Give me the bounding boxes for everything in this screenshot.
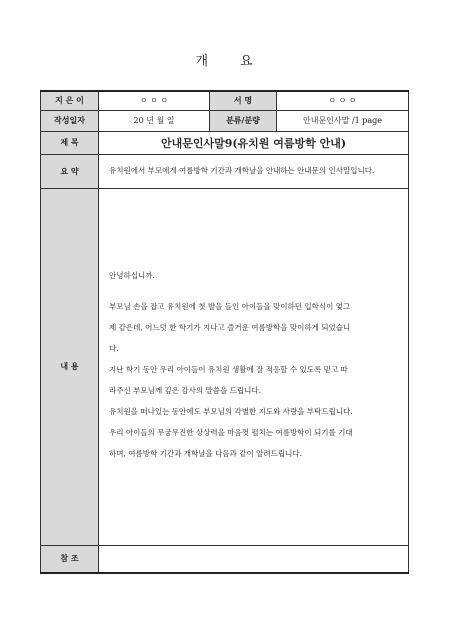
subject-label: 제 목 — [41, 131, 99, 154]
title-char-left: 개 — [195, 54, 210, 69]
reference-label: 참 조 — [41, 545, 99, 573]
row-content — [41, 188, 409, 545]
content-greeting: 안녕하십니까. — [109, 270, 155, 280]
content-line: 유치원을 떠나있는 동안에도 부모님의 각별한 지도와 사랑을 부탁드립니다. — [109, 406, 353, 416]
date-label: 작성일자 — [41, 110, 99, 131]
subject-value: 안내문인사말9(유치원 여름방학 안내) — [99, 131, 409, 154]
row-author — [41, 91, 409, 110]
row-subject — [41, 131, 409, 154]
row-reference — [41, 545, 409, 573]
content-body — [99, 188, 409, 545]
summary-value: 유치원에서 부모에게 여름방학 기간과 개학날을 안내하는 안내문의 인사말입니다. — [99, 154, 409, 188]
author-value: ㅇ ㅇ ㅇ — [99, 91, 210, 110]
content-line: 하며, 여름방학 기간과 개학날을 다음과 같이 알려드립니다. — [109, 448, 302, 458]
content-line: 부모님 손을 잡고 유치원에 첫 발을 들인 아이들을 맞이하던 입학식이 엊그 — [109, 301, 351, 311]
content-line: 지난 학기 동안 우리 아이들이 유치원 생활에 잘 적응할 수 있도록 믿고 따 — [109, 364, 348, 374]
content-line: 제 같은데, 어느덧 한 학기가 지나고 즐거운 여름방학을 맞이하게 되었습니 — [109, 322, 351, 332]
reference-value — [99, 545, 409, 573]
summary-label: 요 약 — [41, 154, 99, 188]
row-date — [41, 110, 409, 131]
content-line: 라주신 부모님께 깊은 감사의 말씀을 드립니다. — [109, 385, 261, 395]
overview-form — [40, 90, 409, 574]
category-label: 분류/분량 — [210, 110, 277, 131]
title-char-right: 요 — [240, 54, 255, 69]
category-value: 안내문인사말 /1 page — [277, 110, 409, 131]
signature-label: 서 명 — [210, 91, 277, 110]
row-summary — [41, 154, 409, 188]
document-title — [0, 50, 450, 69]
signature-value: ㅇ ㅇ ㅇ — [277, 91, 409, 110]
content-label: 내 용 — [41, 188, 99, 545]
content-line: 우리 아이들의 무궁무진한 상상력을 마음껏 펼치는 여름방학이 되기를 기대 — [109, 427, 353, 437]
content-line: 다. — [109, 343, 119, 353]
author-label: 지 은 이 — [41, 91, 99, 110]
date-value: 20 년 월 일 — [99, 110, 210, 131]
